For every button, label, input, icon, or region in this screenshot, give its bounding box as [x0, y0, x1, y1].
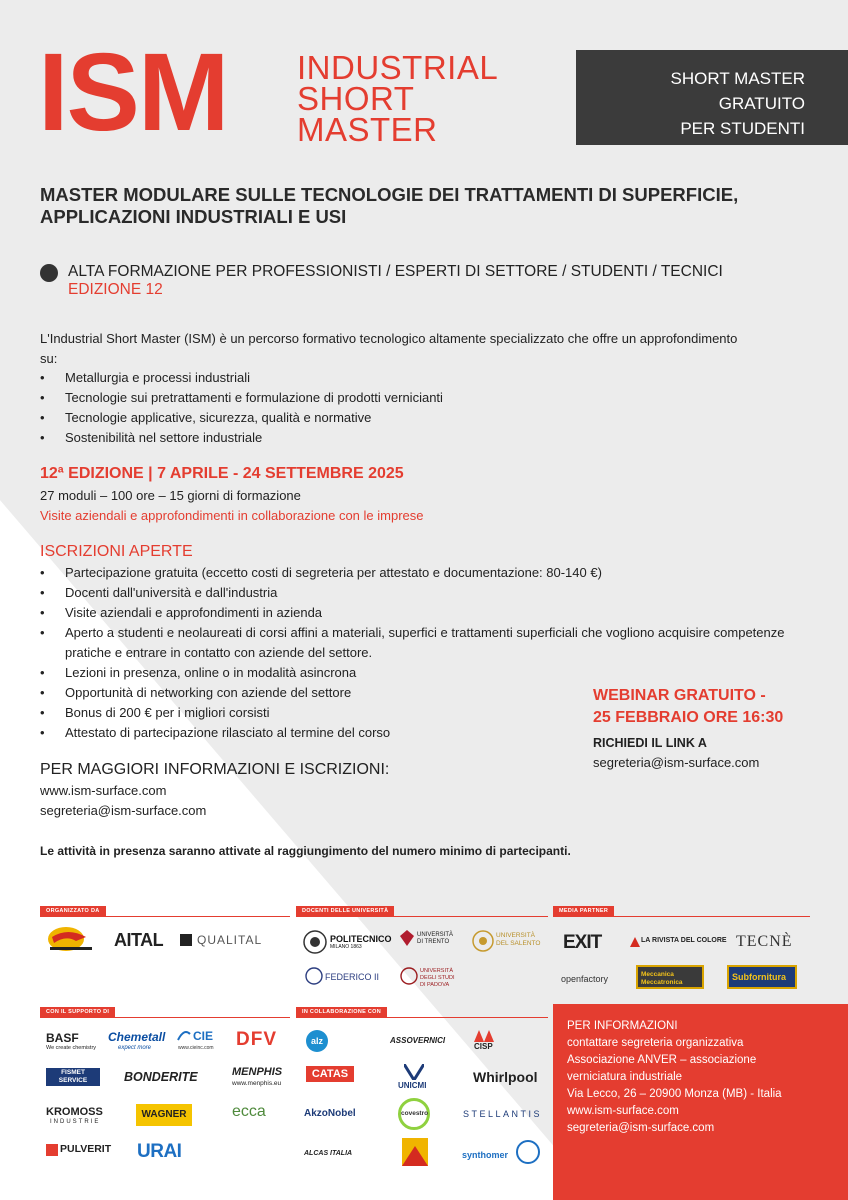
qualital-logo-icon [180, 934, 192, 946]
list-item: • Sostenibilità nel settore industriale [40, 428, 740, 448]
logo-line: MASTER [297, 111, 438, 148]
list-item: • Partecipazione gratuita (eccetto costi di segreteria per attestato e documentazione: 80-140 €) [40, 563, 810, 583]
subfornitura-logo: Subfornitura [732, 972, 786, 982]
contact-line: contattare segreteria organizzativa [567, 1037, 744, 1049]
contact-email-link[interactable]: segreteria@ism-surface.com [567, 1122, 715, 1134]
unipd-logo: UNIVERSITÀ DEGLI STUDI DI PADOVA [420, 968, 455, 988]
info-title: PER MAGGIORI INFORMAZIONI E ISCRIZIONI: [40, 761, 390, 778]
polimi-seal-icon [303, 930, 327, 954]
list-item: • Visite aziendali e approfondimenti in azienda [40, 603, 810, 623]
registrations-title: ISCRIZIONI APERTE [40, 543, 193, 560]
stellantis-logo: STELLANTIS [463, 1109, 543, 1119]
chemetall-tagline: expect more [118, 1045, 152, 1051]
whirlpool-logo: Whirlpool [473, 1069, 538, 1085]
assovernici-logo: ASSOVERNICI [390, 1036, 446, 1045]
ecca-logo: ecca [232, 1103, 266, 1120]
wagner-logo-box [136, 1104, 192, 1126]
logo-line: INDUSTRIAL [297, 49, 499, 86]
cisp-logo: CISP [474, 1042, 493, 1051]
website-link[interactable]: www.ism-surface.com [40, 783, 167, 798]
meccanica-logo-box [636, 965, 704, 989]
section-label-support: CON IL SUPPORTO DI [40, 1007, 115, 1017]
contact-line: Via Lecco, 26 – 20900 Monza (MB) - Italia [567, 1088, 782, 1100]
contact-box [553, 1004, 848, 1200]
rivista-colore-logo: LA RIVISTA DEL COLORE [641, 937, 727, 944]
alz-logo: alz [310, 1036, 323, 1046]
unitn-eagle-icon [400, 930, 414, 946]
menphis-url: www.menphis.eu [232, 1080, 282, 1087]
unicmi-logo: UNICMI [398, 1081, 427, 1090]
edition-dates: 12ª EDIZIONE | 7 APRILE - 24 SETTEMBRE 2025 [40, 465, 404, 482]
list-item: • Docenti dall'università e dall'industria [40, 583, 810, 603]
synthomer-logo: synthomer [462, 1150, 509, 1160]
cie-logo-icon [176, 1028, 192, 1044]
list-item: • Tecnologie sui pretrattamenti e formulazione di prodotti vernicianti [40, 388, 740, 408]
list-item: • Aperto a studenti e neolaureati di corsi affini a materiali, superfici e trattamenti superficiali che vogliono acquisire competenze pratiche e entrare in contatto con aziende del settore. [40, 623, 810, 663]
bullet-dot-icon [40, 264, 58, 282]
edition-stats: 27 moduli – 100 ore – 15 giorni di formazione [40, 488, 301, 503]
akzonobel-logo: AkzoNobel [304, 1108, 356, 1119]
meccanica-logo: Meccanica Meccatronica [641, 971, 683, 986]
main-title [40, 184, 820, 228]
unipd-seal-icon [400, 966, 418, 986]
catas-logo-box [306, 1066, 354, 1082]
bonderite-logo: BONDERITE [124, 1070, 198, 1084]
synthomer-logo-icon [516, 1140, 540, 1164]
unisalento-seal-icon [472, 929, 494, 953]
subfornitura-logo-box [727, 965, 797, 989]
covestro-logo-circle [398, 1098, 430, 1130]
webinar-title [593, 685, 783, 729]
kromoss-sub: INDUSTRIE [50, 1119, 101, 1125]
topics-list [40, 368, 740, 448]
webinar-title-line: WEBINAR GRATUITO - [593, 687, 766, 704]
audience-line: ALTA FORMAZIONE PER PROFESSIONISTI / ESPERTI DI SETTORE / STUDENTI / TECNICI [68, 263, 723, 280]
kromoss-logo: KROMOSS [46, 1106, 103, 1118]
list-item: • Tecnologie applicative, sicurezza, qualità e normative [40, 408, 740, 428]
exit-logo: EXIT [563, 932, 602, 953]
unitn-logo: UNIVERSITÀ DI TRENTO [417, 932, 454, 945]
polimi-logo: POLITECNICO [330, 934, 392, 944]
covestro-logo: covestro [401, 1110, 429, 1117]
anver-logo-icon [46, 925, 96, 955]
unisalento-logo: UNIVERSITÀ DEL SALENTO [496, 932, 541, 947]
basf-logo: BASF [46, 1031, 79, 1045]
ism-logo: ISM [38, 31, 228, 154]
logo-line: SHORT [297, 80, 415, 117]
aital-logo: AITAL [114, 930, 164, 950]
contact-website-link[interactable]: www.ism-surface.com [567, 1105, 679, 1117]
section-label-collab: IN COLLABORAZIONE CON [296, 1007, 387, 1017]
webinar-title-line: 25 FEBBRAIO ORE 16:30 [593, 709, 784, 726]
dfv-logo: DFV [236, 1029, 277, 1050]
attendance-note: Le attività in presenza saranno attivate al raggiungimento del numero minimo di partecipanti. [40, 844, 571, 858]
fismet-logo-box [46, 1068, 100, 1086]
cisp-logo-icon [474, 1030, 494, 1042]
ermes-logo-icon [402, 1138, 428, 1166]
catas-logo: CATAS [311, 1068, 349, 1080]
main-title-line: APPLICAZIONI INDUSTRIALI E USI [40, 206, 347, 227]
rivista-colore-icon [630, 937, 640, 947]
edition-number: EDIZIONE 12 [68, 281, 163, 298]
pulverit-logo: PULVERIT [60, 1143, 112, 1155]
badge-line: GRATUITO [718, 94, 805, 113]
list-item: • Bonus di 200 € per i migliori corsisti [40, 703, 810, 723]
section-label-organized: ORGANIZZATO DA [40, 906, 106, 916]
wagner-logo: WAGNER [141, 1109, 187, 1120]
list-item: • Opportunità di networking con aziende del settore [40, 683, 810, 703]
tecne-logo: TECNÈ [736, 933, 793, 950]
cie-url: www.cieinc.com [178, 1045, 214, 1051]
divider [296, 916, 548, 917]
webinar-link-label: RICHIEDI IL LINK A [593, 736, 707, 750]
list-item: • Lezioni in presenza, online o in modalità asincrona [40, 663, 810, 683]
section-label-universities: DOCENTI DELLE UNIVERSITÀ [296, 906, 394, 916]
urai-logo: URAI [137, 1141, 182, 1162]
webinar-email-link[interactable]: segreteria@ism-surface.com [593, 755, 760, 770]
divider [40, 916, 290, 917]
contact-line: verniciatura industriale [567, 1071, 683, 1083]
intro-paragraph: L'Industrial Short Master (ISM) è un percorso formativo tecnologico altamente specializzato che offre un approfondimento su: [40, 331, 738, 366]
openfactory-logo: openfactory [561, 974, 609, 984]
contact-line: Associazione ANVER – associazione [567, 1054, 757, 1066]
free-badge [576, 50, 848, 145]
qualital-logo: QUALITAL [197, 933, 263, 947]
unina-logo: FEDERICO II [325, 972, 380, 982]
section-label-media: MEDIA PARTNER [553, 906, 614, 916]
edition-visits: Visite aziendali e approfondimenti in collaborazione con le imprese [40, 508, 424, 523]
main-title-line: MASTER MODULARE SULLE TECNOLOGIE DEI TRATTAMENTI DI SUPERFICIE, [40, 184, 739, 205]
logo-subtitle [297, 49, 499, 148]
list-item: • Attestato di partecipazione rilasciato al termine del corso [40, 723, 810, 743]
list-item: • Metallurgia e processi industriali [40, 368, 740, 388]
fismet-logo: FISMET SERVICE [58, 1069, 88, 1084]
divider [296, 1017, 548, 1018]
divider [40, 1017, 290, 1018]
polimi-logo-sub: MILANO 1863 [330, 944, 362, 950]
unicmi-logo-icon [404, 1064, 424, 1080]
pulverit-logo-icon [46, 1144, 58, 1156]
alz-logo-circle [306, 1030, 328, 1052]
unina-seal-icon [305, 966, 323, 986]
basf-tagline: We create chemistry [46, 1045, 97, 1051]
contact-line: PER INFORMAZIONI [567, 1020, 678, 1032]
divider [553, 916, 810, 917]
cie-logo: CIE [193, 1029, 214, 1043]
alcas-logo: ALCAS ITALIA [304, 1150, 353, 1157]
chemetall-logo: Chemetall [108, 1030, 166, 1044]
badge-line: SHORT MASTER [670, 69, 805, 88]
badge-line: PER STUDENTI [680, 119, 805, 138]
email-link[interactable]: segreteria@ism-surface.com [40, 803, 207, 818]
menphis-logo: MENPHIS [232, 1066, 283, 1078]
